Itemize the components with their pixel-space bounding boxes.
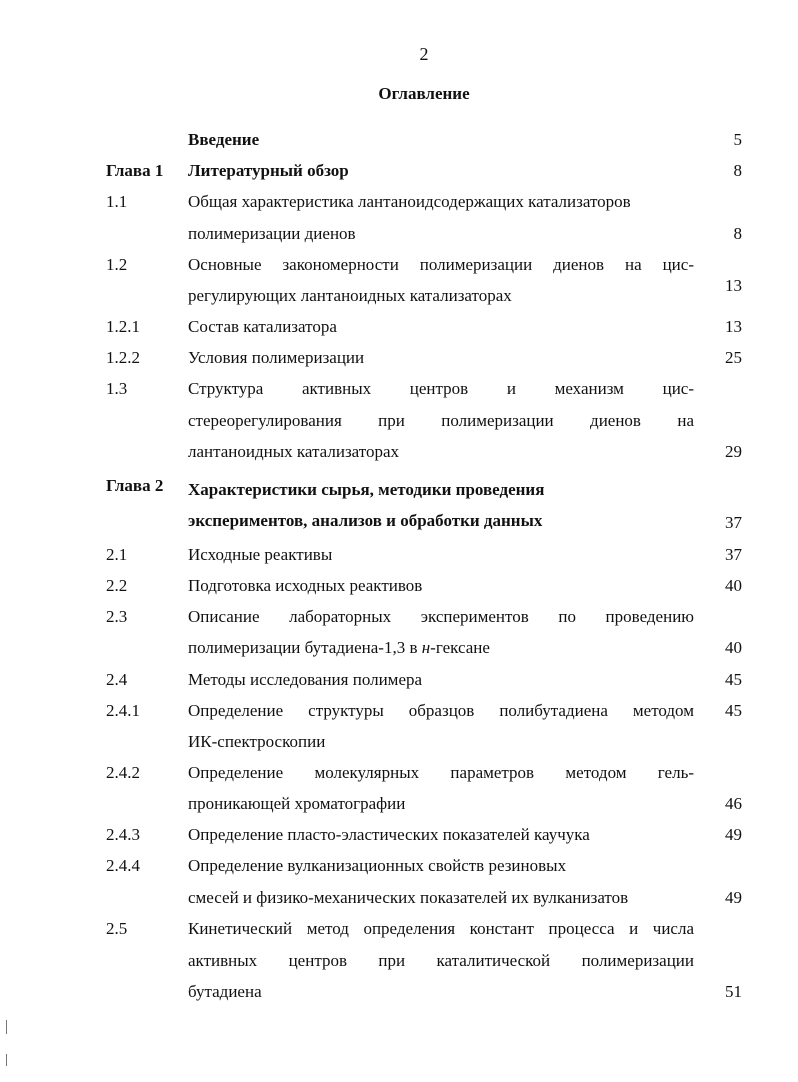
toc-2-4-2-number: 2.4.2 (106, 763, 140, 782)
toc-2-4-title: Методы исследования полимера (188, 670, 423, 689)
toc-1-2-2-page: 25 (725, 348, 742, 367)
toc-chapter2-page: 37 (725, 513, 742, 532)
toc-2-4-3-number: 2.4.3 (106, 825, 140, 844)
toc-1-3-title-line1: Структура активных центров и механизм цис- (188, 379, 694, 398)
toc-chapter2-title-line1: Характеристики сырья, методики проведения (188, 480, 545, 499)
toc-1-1-page: 8 (733, 224, 742, 243)
scan-edge-mark (6, 1054, 7, 1066)
toc-chapter1-title: Литературный обзор (188, 161, 349, 180)
toc-2-4-2-title-line1: Определение молекулярных параметров методом гель- (188, 763, 694, 782)
toc-1-2-page: 13 (725, 276, 742, 295)
toc-1-1-number: 1.1 (106, 192, 128, 211)
toc-2-2-page: 40 (725, 576, 742, 595)
toc-heading: Оглавление (378, 84, 470, 103)
toc-intro-title: Введение (188, 130, 260, 149)
toc-2-4-2-title-line2: проникающей хроматографии (188, 794, 406, 813)
toc-1-3-title-line3: лантаноидных катализаторах (188, 442, 400, 461)
toc-1-2-1-number: 1.2.1 (106, 317, 140, 336)
toc-2-4-1-title-line1: Определение структуры образцов полибутадиена методом (188, 701, 694, 720)
toc-1-2-1-page: 13 (725, 317, 742, 336)
toc-2-3-number: 2.3 (106, 607, 128, 626)
toc-1-2-number: 1.2 (106, 255, 128, 274)
toc-2-5-title-line3: бутадиена (188, 982, 262, 1001)
page-number: 2 (419, 44, 429, 64)
toc-2-5-page: 51 (725, 982, 742, 1001)
toc-1-2-title-line1: Основные закономерности полимеризации диенов на цис- (188, 255, 694, 274)
toc-2-5-title-line2: активных центров при каталитической полимеризации (188, 951, 694, 970)
toc-2-5-title-line1: Кинетический метод определения констант процесса и числа (188, 919, 694, 938)
toc-2-5-number: 2.5 (106, 919, 128, 938)
toc-2-1-number: 2.1 (106, 545, 128, 564)
toc-2-2-title: Подготовка исходных реактивов (188, 576, 423, 595)
toc-1-1-title-line1: Общая характеристика лантаноидсодержащих катализаторов (188, 192, 631, 211)
toc-2-4-3-title: Определение пласто-эластических показателей каучука (188, 825, 590, 844)
toc-chapter2-label: Глава 2 (106, 476, 164, 495)
toc-1-3-number: 1.3 (106, 379, 128, 398)
toc-1-2-title-line2: регулирующих лантаноидных катализаторах (188, 286, 512, 305)
toc-1-3-page: 29 (725, 442, 742, 461)
scan-edge-mark (6, 1020, 7, 1034)
toc-2-3-title-line1: Описание лабораторных экспериментов по проведению (188, 607, 694, 626)
toc-1-2-1-title: Состав катализатора (188, 317, 337, 336)
toc-2-4-4-page: 49 (725, 888, 742, 907)
toc-2-3-page: 40 (725, 638, 742, 657)
toc-1-2-2-title: Условия полимеризации (188, 348, 365, 367)
toc-2-4-1-number: 2.4.1 (106, 701, 140, 720)
toc-2-4-4-title-line1: Определение вулканизационных свойств резиновых (188, 856, 567, 875)
toc-2-4-4-number: 2.4.4 (106, 856, 140, 875)
toc-2-1-page: 37 (725, 545, 742, 564)
toc-2-4-4-title-line2: смесей и физико-механических показателей их вулканизатов (188, 888, 629, 907)
toc-1-3-title-line2: стереорегулирования при полимеризации диенов на (188, 411, 694, 430)
toc-2-4-number: 2.4 (106, 670, 128, 689)
toc-2-4-3-page: 49 (725, 825, 742, 844)
toc-2-3-title-line2: полимеризации бутадиена-1,3 в н-гексане (188, 638, 490, 657)
toc-chapter1-label: Глава 1 (106, 161, 164, 180)
toc-2-4-page: 45 (725, 670, 742, 689)
toc-2-4-1-page: 45 (725, 701, 742, 720)
toc-chapter2-title-line2: экспериментов, анализов и обработки данных (188, 511, 543, 530)
toc-chapter1-page: 8 (733, 161, 742, 180)
toc-1-1-title-line2: полимеризации диенов (188, 224, 356, 243)
toc-1-2-2-number: 1.2.2 (106, 348, 140, 367)
toc-2-4-2-page: 46 (725, 794, 742, 813)
toc-intro-page: 5 (733, 130, 742, 149)
toc-2-4-1-title-line2: ИК-спектроскопии (188, 732, 326, 751)
toc-2-2-number: 2.2 (106, 576, 128, 595)
toc-2-1-title: Исходные реактивы (188, 545, 333, 564)
